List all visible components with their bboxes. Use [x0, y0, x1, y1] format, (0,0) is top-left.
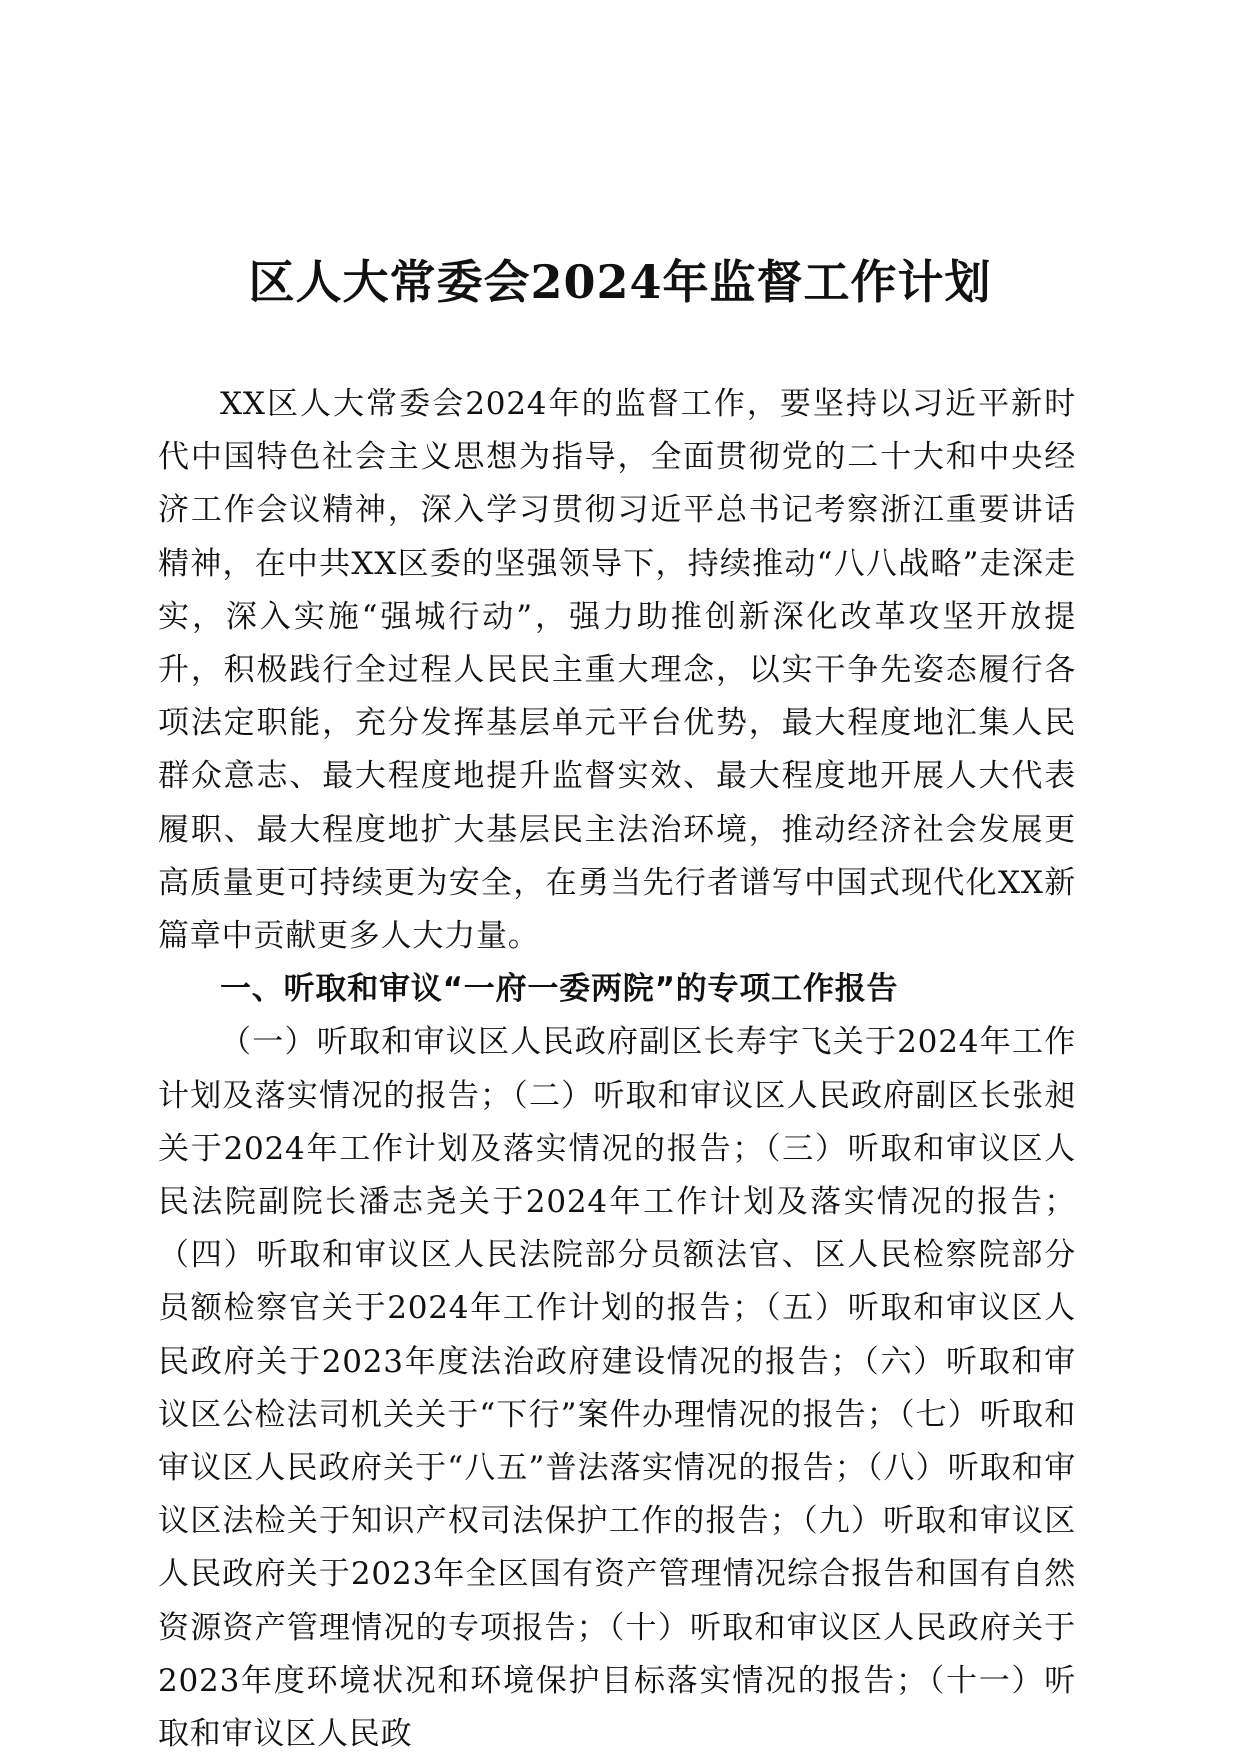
document-title: 区人大常委会2024年监督工作计划: [248, 255, 992, 309]
section-heading-1: 一、听取和审议“一府一委两院”的专项工作报告: [220, 971, 899, 1008]
intro-paragraph: XX区人大常委会2024年的监督工作，要坚持以习近平新时代中国特色社会主义思想为指导，全面贯彻党的二十大和中央经济工作会议精神，深入学习贯彻习近平总书记考察浙江重要讲话精神，在中共XX区委的坚强领导下，持续推动“八八战略”走深走实，深入实施“强城行动”，强力助推创新深化改革攻坚开放提升，积极践行全过程人民民主重大理念，以实干争先姿态履行各项法定职能，充分发挥基层单元平台优势，最大程度地汇集人民群众意志、最大程度地提升监督实效、最大程度地开展人大代表履职、最大程度地扩大基层民主法治环境，推动经济社会发展更高质量更可持续更为安全，在勇当先行者谱写中国式现代化XX新篇章中贡献更多人大力量。: [158, 386, 1076, 955]
section-1-paragraph: （一）听取和审议区人民政府副区长寿宇飞关于2024年工作计划及落实情况的报告；（二）听取和审议区人民政府副区长张昶关于2024年工作计划及落实情况的报告；（三）听取和审议区人民法院副院长潘志尧关于2024年工作计划及落实情况的报告；（四）听取和审议区人民法院部分员额法官、区人民检察院部分员额检察官关于2024年工作计划的报告；（五）听取和审议区人民政府关于2023年度法治政府建设情况的报告；（六）听取和审议区公检法司机关关于“下行”案件办理情况的报告；（七）听取和审议区人民政府关于“八五”普法落实情况的报告；（八）听取和审议区法检关于知识产权司法保护工作的报告；（九）听取和审议区人民政府关于2023年全区国有资产管理情况综合报告和国有自然资源资产管理情况的专项报告；（十）听取和审议区人民政府关于2023年度环境状况和环境保护目标落实情况的报告；（十一）听取和审议区人民政: [158, 1024, 1076, 1753]
document-body: [158, 378, 1076, 1761]
